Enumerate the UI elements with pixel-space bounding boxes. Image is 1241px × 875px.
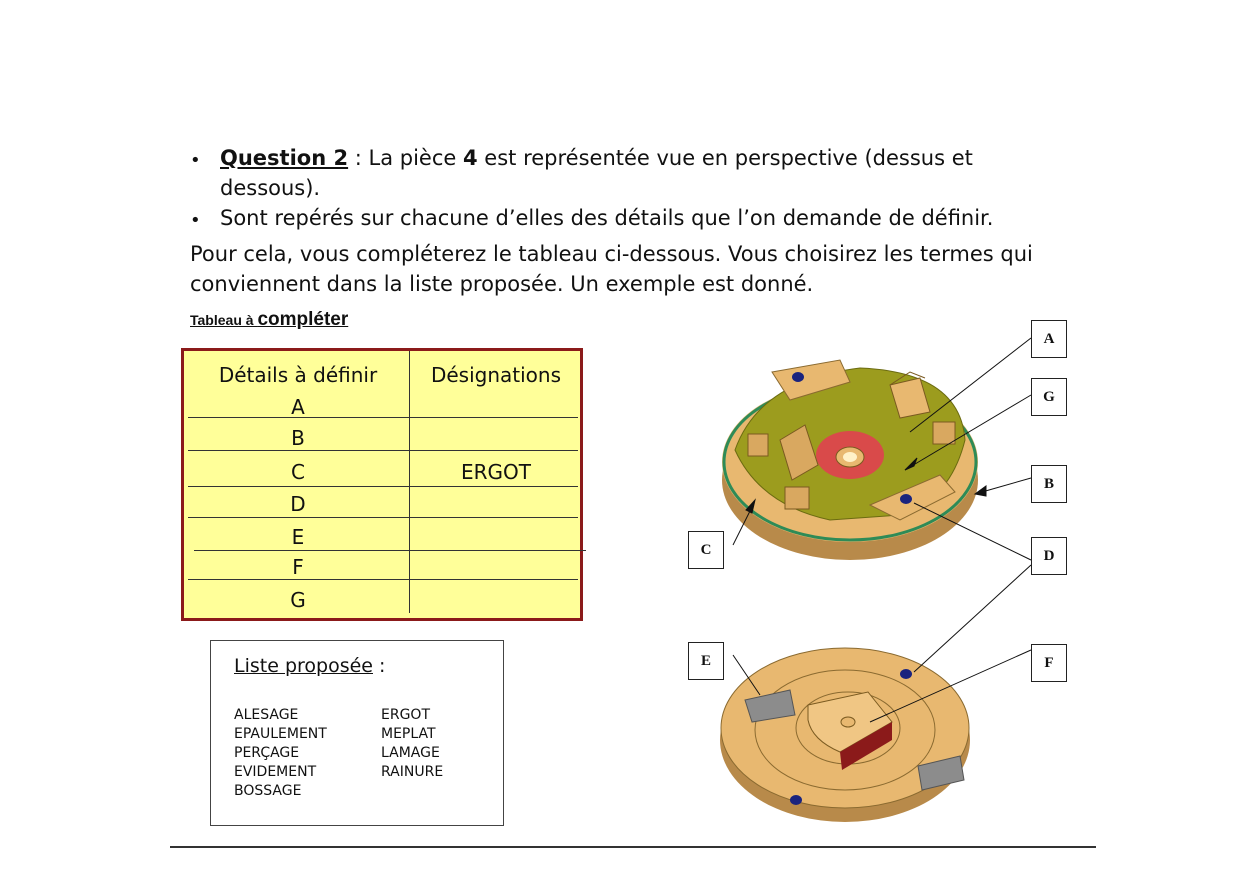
hole-icon: [900, 494, 912, 504]
label-d: D: [1031, 537, 1067, 575]
hole-icon: [900, 669, 912, 679]
bullet-icon: •: [190, 150, 201, 171]
label-g: G: [1031, 378, 1067, 416]
instruction-line-1: Pour cela, vous compléterez le tableau ci-dessous. Vous choisirez les termes qui: [190, 242, 1033, 266]
question-line-2: dessous).: [220, 176, 321, 200]
table-row-detail: E: [291, 525, 305, 549]
hole-icon: [790, 795, 802, 805]
list-item: EPAULEMENT: [234, 726, 327, 742]
bottom-rule: [170, 846, 1096, 848]
instruction-line-2: conviennent dans la liste proposée. Un exemple est donné.: [190, 272, 814, 296]
list-item: EVIDEMENT: [234, 764, 317, 780]
list-item: LAMAGE: [381, 745, 440, 761]
list-item: BOSSAGE: [234, 783, 302, 799]
list-item: MEPLAT: [381, 726, 436, 742]
list-item: ALESAGE: [234, 707, 299, 723]
table-row-detail: D: [290, 492, 306, 516]
hole-icon: [792, 372, 804, 382]
table-header-details: Détails à définir: [218, 363, 378, 387]
table-row-detail: A: [291, 395, 305, 419]
label-a: A: [1031, 320, 1067, 358]
proposed-list-title-text: Liste proposée: [234, 655, 373, 677]
bullet-icon: •: [190, 210, 201, 231]
question-text-b: est représentée vue en perspective (dessus et: [477, 146, 973, 170]
label-b: B: [1031, 465, 1067, 503]
bullet-2-text: Sont repérés sur chacune d’elles des détails que l’on demande de définir.: [220, 206, 994, 230]
table-row-detail: G: [290, 588, 306, 612]
piece-number: 4: [463, 146, 478, 170]
part-bottom-view: [720, 648, 970, 822]
table-caption-prefix: Tableau à: [190, 312, 258, 328]
label-e: E: [688, 642, 724, 680]
label-c: C: [688, 531, 724, 569]
table-row-detail: F: [292, 555, 304, 579]
proposed-list-title-suffix: :: [372, 655, 386, 677]
table-header-designations: Désignations: [430, 363, 562, 387]
list-item: PERÇAGE: [234, 745, 300, 761]
question-title: Question 2: [220, 146, 349, 170]
table-row-detail: B: [291, 426, 305, 450]
table-caption-word: compléter: [257, 309, 349, 330]
question-text-a: : La pièce: [348, 146, 463, 170]
table-row-detail: C: [291, 460, 305, 484]
table-row-designation[interactable]: ERGOT: [461, 460, 531, 484]
label-f: F: [1031, 644, 1067, 682]
list-item: ERGOT: [381, 707, 430, 723]
list-item: RAINURE: [381, 764, 444, 780]
part-top-view: [722, 360, 978, 560]
